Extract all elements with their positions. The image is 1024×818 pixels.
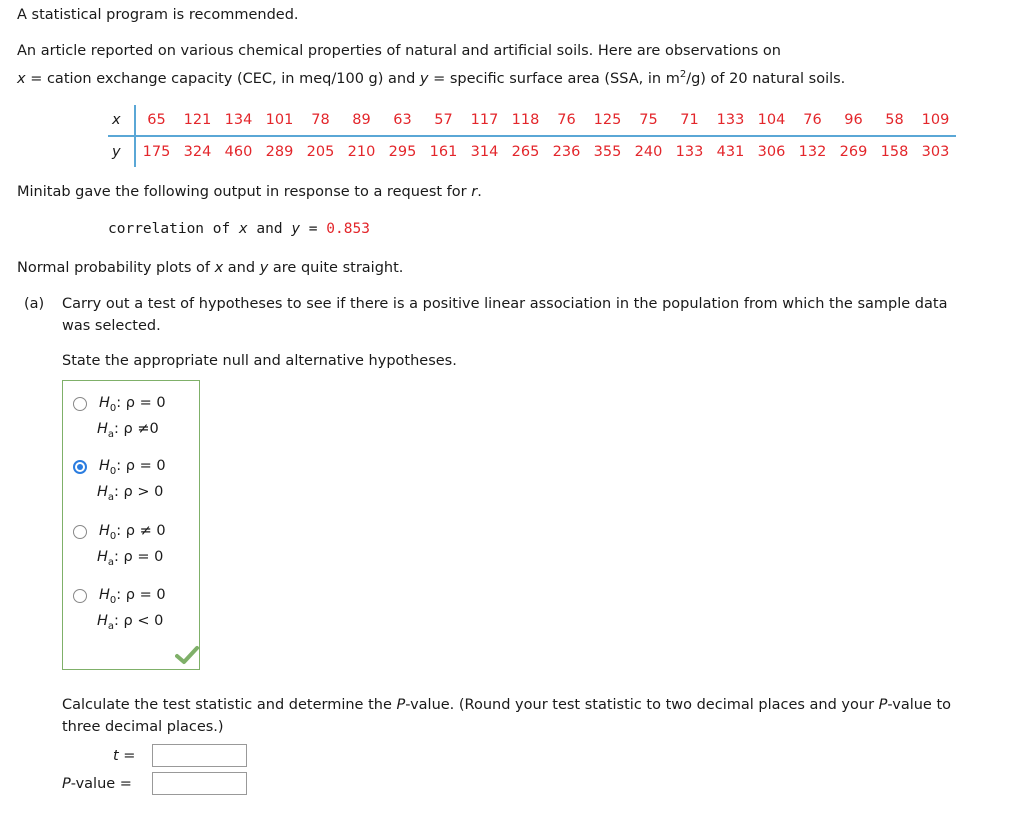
option-1-ha: $H_a$: ρ ≠0 [97,421,159,440]
x-value-cell: 125 [587,105,628,136]
x-value-cell: 65 [135,105,177,136]
t-statistic-input[interactable] [152,744,247,767]
y-value-cell: 210 [347,144,376,160]
y-value-cell: 133 [675,144,704,160]
correlation-value: 0.853 [326,221,370,237]
normal-plots-text: Normal probability plots of x and y are quite straight. [17,260,404,276]
y-value-cell: 324 [183,144,212,160]
y-value-cell: 289 [265,144,294,160]
option-3-radio[interactable] [73,525,87,539]
x-row-label: x [108,105,135,136]
hypotheses-choices [62,380,200,670]
calc-prompt-line-2: three decimal places.) [62,719,224,735]
x-value-cell: 96 [833,105,874,136]
x-value-cell: 104 [751,105,792,136]
y-value-cell: 158 [880,144,909,160]
article-line-2: x = cation exchange capacity (CEC, in meq/100 g) and y = specific surface area (SSA, in $m^2/g$) of 20 natural soils. [17,69,846,87]
x-value-cell: 89 [341,105,382,136]
option-3-ha: $H_a$: ρ = 0 [97,549,164,568]
x-value-cell: 134 [218,105,259,136]
x-value-cell: 101 [259,105,300,136]
x-value-cell: 71 [669,105,710,136]
intro-text: A statistical program is recommended. [17,7,299,23]
x-value-cell: 63 [382,105,423,136]
article-line-1: An article reported on various chemical properties of natural and artificial soils. Here are observations on [17,43,781,59]
t-label: t = [113,748,136,764]
x-value-cell: 121 [177,105,218,136]
option-2-ha: $H_a$: ρ > 0 [97,484,164,503]
y-value-cell: 132 [798,144,827,160]
x-row [108,105,956,136]
part-a-label: (a) [24,296,45,312]
option-1-h0: $H_0$: ρ = 0 [99,395,166,414]
option-4-radio[interactable] [73,589,87,603]
x-value-cell: 118 [505,105,546,136]
y-value-cell: 265 [511,144,540,160]
option-1-radio[interactable] [73,397,87,411]
y-value-cell: 460 [224,144,253,160]
option-2-h0: $H_0$: ρ = 0 [99,458,166,477]
option-4-h0: $H_0$: ρ = 0 [99,587,166,606]
x-value-cell: 78 [300,105,341,136]
x-value-cell: 76 [792,105,833,136]
part-a-line-1: Carry out a test of hypotheses to see if there is a positive linear association in the population from which the sample data [62,296,948,312]
p-value-label: P-value = [62,776,132,792]
y-value-cell: 269 [839,144,868,160]
minitab-output: correlation of x and y = 0.853 [108,221,370,237]
x-value-cell: 58 [874,105,915,136]
y-row-label: y [108,136,135,167]
y-value-cell: 431 [716,144,745,160]
p-value-input[interactable] [152,772,247,795]
y-value-cell: 314 [470,144,499,160]
y-value-cell: 240 [634,144,663,160]
minitab-intro: Minitab gave the following output in response to a request for r. [17,184,482,200]
y-value-cell: 205 [306,144,335,160]
x-value-cell: 109 [915,105,956,136]
y-value-cell: 161 [429,144,458,160]
hypotheses-prompt: State the appropriate null and alternative hypotheses. [62,353,457,369]
data-table [108,105,956,167]
y-value-cell: 175 [142,144,171,160]
y-row [108,136,956,167]
x-value-cell: 117 [464,105,505,136]
part-a-line-2: was selected. [62,318,161,334]
y-value-cell: 306 [757,144,786,160]
calc-prompt-line-1: Calculate the test statistic and determine the P-value. (Round your test statistic to two decimal places and your P-value to [62,697,952,713]
option-2-radio[interactable] [73,460,87,474]
y-value-cell: 236 [552,144,581,160]
y-value-cell: 295 [388,144,417,160]
option-3-h0: $H_0$: ρ ≠ 0 [99,523,166,542]
y-value-cell: 303 [921,144,950,160]
x-value-cell: 57 [423,105,464,136]
option-4-ha: $H_a$: ρ < 0 [97,613,164,632]
y-value-cell: 355 [593,144,622,160]
x-value-cell: 133 [710,105,751,136]
x-value-cell: 76 [546,105,587,136]
checkmark-icon [175,645,199,665]
x-value-cell: 75 [628,105,669,136]
